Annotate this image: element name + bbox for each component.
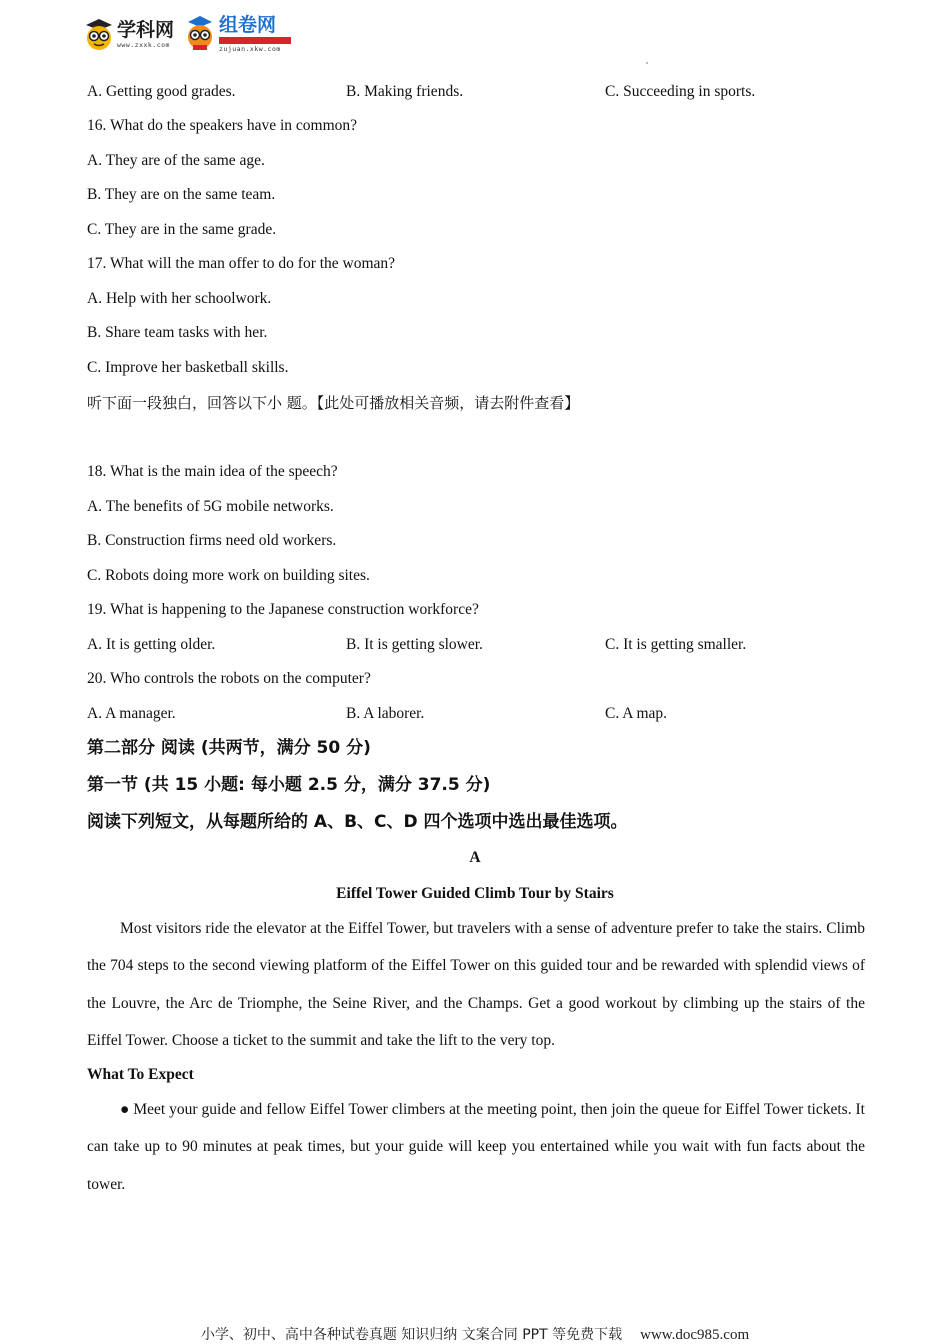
- q16-option-a: A. They are of the same age.: [87, 152, 265, 169]
- stray-mark: [646, 62, 648, 64]
- q19-option-c: C. It is getting smaller.: [605, 636, 747, 653]
- passage-label: A: [469, 849, 481, 866]
- q16-option-b: B. They are on the same team.: [87, 186, 276, 203]
- q20-option-a: A. A manager.: [87, 705, 176, 722]
- q19-stem: 19. What is happening to the Japanese construction workforce?: [87, 601, 479, 618]
- owl-mascot-icon: [84, 17, 114, 51]
- header-logos: [84, 12, 291, 56]
- q17-option-a: A. Help with her schoolwork.: [87, 290, 272, 307]
- q16-option-c: C. They are in the same grade.: [87, 221, 277, 238]
- reading-instruction: 阅读下列短文，从每题所给的 A、B、C、D 四个选项中选出最佳选项。: [87, 812, 628, 832]
- footer-url[interactable]: www.doc985.com: [640, 1327, 750, 1343]
- section1-title: 第一节 (共 15 小题: 每小题 2.5 分，满分 37.5 分): [87, 775, 491, 795]
- zujuan-logo[interactable]: [184, 15, 291, 53]
- zujuan-logo-text: 组卷网: [219, 14, 277, 36]
- q20-option-c: C. A map.: [605, 705, 668, 722]
- footer-text: 小学、初中、高中各种试卷真题 知识归纳 文案合同 PPT 等免费下载: [200, 1327, 623, 1343]
- q18-option-b: B. Construction firms need old workers.: [87, 532, 337, 549]
- q19-option-a: A. It is getting older.: [87, 636, 216, 653]
- q17-option-b: B. Share team tasks with her.: [87, 324, 268, 341]
- owl-mascot-icon: [184, 15, 216, 53]
- q17-stem: 17. What will the man offer to do for the woman?: [87, 255, 396, 272]
- what-to-expect-heading: What To Expect: [87, 1066, 194, 1083]
- page-footer: [0, 1324, 950, 1344]
- q15-option-c: C. Succeeding in sports.: [605, 83, 756, 100]
- q15-option-a: A. Getting good grades.: [87, 83, 236, 100]
- q19-option-b: B. It is getting slower.: [346, 636, 483, 653]
- q18-option-a: A. The benefits of 5G mobile networks.: [87, 498, 334, 515]
- q18-option-c: C. Robots doing more work on building sites.: [87, 567, 370, 584]
- zujuan-banner: [219, 37, 291, 44]
- q16-stem: 16. What do the speakers have in common?: [87, 117, 358, 134]
- q17-option-c: C. Improve her basketball skills.: [87, 359, 289, 376]
- q15-option-b: B. Making friends.: [346, 83, 464, 100]
- zxxk-logo[interactable]: [84, 17, 174, 51]
- q20-option-b: B. A laborer.: [346, 705, 425, 722]
- q18-stem: 18. What is the main idea of the speech?: [87, 463, 338, 480]
- part2-title: 第二部分 阅读 (共两节，满分 50 分): [87, 738, 371, 758]
- monologue-instruction: 听下面一段独白，回答以下小 题。【此处可播放相关音频，请去附件查看】: [87, 394, 580, 412]
- passage-title: Eiffel Tower Guided Climb Tour by Stairs: [336, 885, 614, 902]
- zxxk-logo-url: www.zxxk.com: [117, 40, 170, 49]
- zujuan-logo-url: zujuan.xkw.com: [219, 45, 281, 53]
- q20-stem: 20. Who controls the robots on the computer?: [87, 670, 371, 687]
- passage-paragraph-1: Most visitors ride the elevator at the Eiffel Tower, but travelers with a sense of adventure prefer to take the stairs. Climb the 704 steps to the second viewing platform of the Eiffel Tower on this guided tour and be rewarded with splendid views of the Louvre, the Arc de Triomphe, the Seine River, and the Champs. Get a good workout by climbing up the stairs of the Eiffel Tower. Choose a ticket to the summit and take the lift to the very top.: [87, 920, 865, 1049]
- passage-paragraph-2: ● Meet your guide and fellow Eiffel Tower climbers at the meeting point, then join the queue for Eiffel Tower tickets. It can take up to 90 minutes at peak times, but your guide will keep you entertained while you wait with fun facts about the tower.: [87, 1101, 865, 1193]
- zxxk-logo-text: 学科网: [117, 18, 175, 41]
